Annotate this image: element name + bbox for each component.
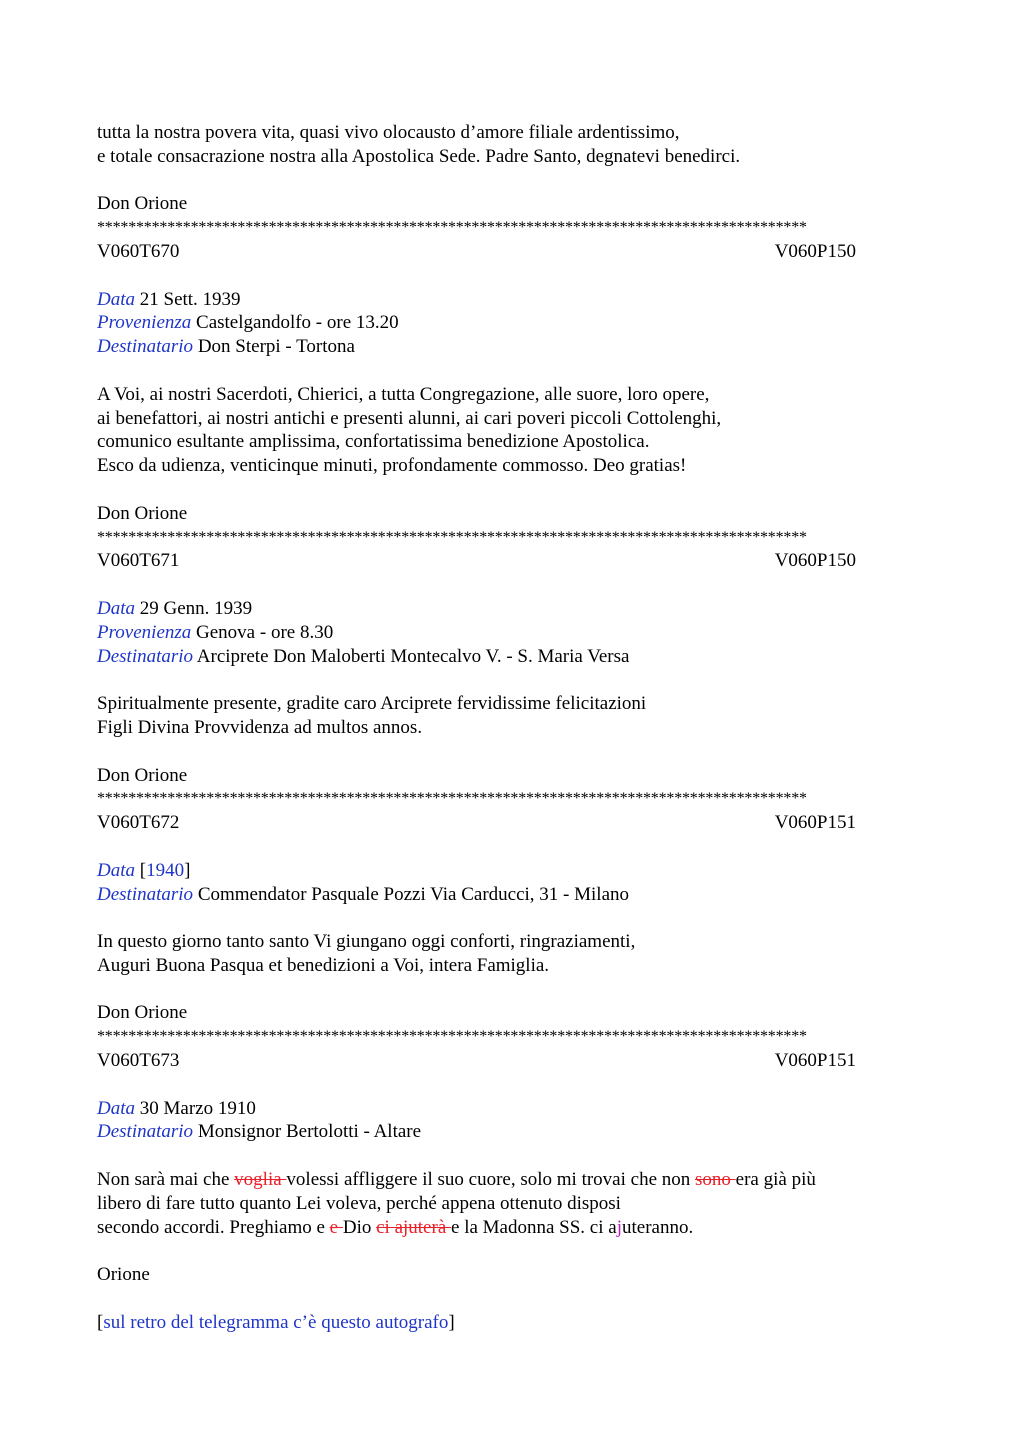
intro-line: e totale consacrazione nostra alla Apostolica Sede. Padre Santo, degnatevi benedirci. (97, 145, 741, 167)
signature: Don Orione (97, 764, 188, 786)
body-text: era già più (735, 1169, 816, 1191)
entry-id-row (97, 240, 856, 264)
destinatario-label: Destinatario (97, 1121, 194, 1143)
provenienza-value: Genova - ore 8.30 (196, 621, 334, 643)
signature: Don Orione (97, 502, 188, 524)
destinatario-field (97, 335, 937, 359)
separator: ******************************************************************************************* (97, 528, 807, 546)
note-text: sul retro del telegramma c’è questo autografo (103, 1311, 449, 1333)
entry-page: V060P151 (774, 1050, 856, 1072)
deleted-text: e (329, 1216, 343, 1238)
data-field (97, 859, 937, 883)
separator: ******************************************************************************************* (97, 1028, 807, 1046)
entry-id-row (97, 549, 856, 573)
body-line (97, 1216, 937, 1240)
separator: ******************************************************************************************* (97, 219, 807, 237)
destinatario-label: Destinatario (97, 883, 194, 905)
provenienza-field (97, 621, 937, 645)
entry-page: V060P150 (774, 240, 856, 262)
body-text: Non sarà mai che (97, 1169, 235, 1191)
editor-note (97, 1311, 937, 1335)
body-line: Spiritualmente presente, gradite caro Arciprete fervidissime felicitazioni (97, 693, 647, 715)
data-label: Data (97, 597, 135, 619)
data-value: 30 Marzo 1910 (139, 1097, 256, 1119)
data-label: Data (97, 288, 135, 310)
data-field (97, 597, 937, 621)
body-line: Figli Divina Provvidenza ad multos annos. (97, 716, 423, 738)
destinatario-field (97, 645, 937, 669)
provenienza-label: Provenienza (97, 621, 192, 643)
destinatario-value: Don Sterpi - Tortona (197, 336, 355, 358)
entry-id: V060T670 (97, 240, 180, 262)
data-value: 21 Sett. 1939 (139, 288, 241, 310)
body-text: e la Madonna SS. ci a (451, 1216, 617, 1238)
destinatario-value: Commendator Pasquale Pozzi Via Carducci, 31 - Milano (197, 883, 630, 905)
body-line: Esco da udienza, venticinque minuti, profondamente commosso. Deo gratias! (97, 455, 687, 477)
data-bracket-open: [ (139, 859, 147, 881)
deleted-text: ci ajuterà (376, 1216, 452, 1238)
destinatario-value: Monsignor Bertolotti - Altare (197, 1121, 422, 1143)
body-line: ai benefattori, ai nostri antichi e presenti alunni, ai cari poveri piccoli Cottolenghi, (97, 407, 722, 429)
destinatario-label: Destinatario (97, 645, 194, 667)
destinatario-value: Arciprete Don Maloberti Montecalvo V. - S. Maria Versa (196, 645, 630, 667)
destinatario-field (97, 883, 937, 907)
provenienza-label: Provenienza (97, 312, 192, 334)
body-text: Dio (342, 1216, 377, 1238)
deleted-text: voglia (234, 1169, 287, 1191)
signature: Don Orione (97, 1002, 188, 1024)
destinatario-field (97, 1120, 937, 1144)
data-label: Data (97, 1097, 135, 1119)
entry-id: V060T671 (97, 550, 180, 572)
body-line: A Voi, ai nostri Sacerdoti, Chierici, a tutta Congregazione, alle suore, loro opere, (97, 383, 710, 405)
body-line: comunico esultante amplissima, confortatissima benedizione Apostolica. (97, 431, 650, 453)
destinatario-label: Destinatario (97, 336, 194, 358)
intro-line: tutta la nostra povera vita, quasi vivo olocausto d’amore filiale ardentissimo, (97, 122, 680, 143)
entry-page: V060P150 (774, 550, 856, 572)
body-text: volessi affliggere il suo cuore, solo mi trovai che non (286, 1169, 696, 1191)
note-bracket-close: ] (448, 1311, 455, 1333)
data-label: Data (97, 859, 135, 881)
body-text: uteranno. (621, 1216, 694, 1238)
entry-id: V060T673 (97, 1050, 180, 1072)
entry-id-row (97, 811, 856, 835)
provenienza-value: Castelgandolfo - ore 13.20 (196, 312, 399, 334)
entry-id: V060T672 (97, 812, 180, 834)
signature: Orione (97, 1264, 150, 1286)
deleted-text: sono (695, 1169, 736, 1191)
body-line: In questo giorno tanto santo Vi giungano oggi conforti, ringraziamenti, (97, 931, 636, 953)
signature: Don Orione (97, 193, 188, 215)
body-line: Auguri Buona Pasqua et benedizioni a Voi, intera Famiglia. (97, 954, 550, 976)
separator: ******************************************************************************************* (97, 790, 807, 808)
data-field (97, 1097, 937, 1121)
body-text: secondo accordi. Preghiamo e (97, 1216, 330, 1238)
entry-id-row (97, 1049, 856, 1073)
note-bracket-open: [ (97, 1311, 104, 1333)
data-value: 1940 (146, 859, 185, 881)
data-field (97, 288, 937, 312)
data-bracket-close: ] (184, 859, 191, 881)
inserted-text: j (616, 1216, 622, 1238)
body-line: libero di fare tutto quanto Lei voleva, perché appena ottenuto disposi (97, 1192, 621, 1214)
document-page (97, 121, 937, 1335)
body-line (97, 1168, 937, 1192)
provenienza-field (97, 311, 937, 335)
entry-page: V060P151 (774, 812, 856, 834)
data-value: 29 Genn. 1939 (139, 597, 253, 619)
